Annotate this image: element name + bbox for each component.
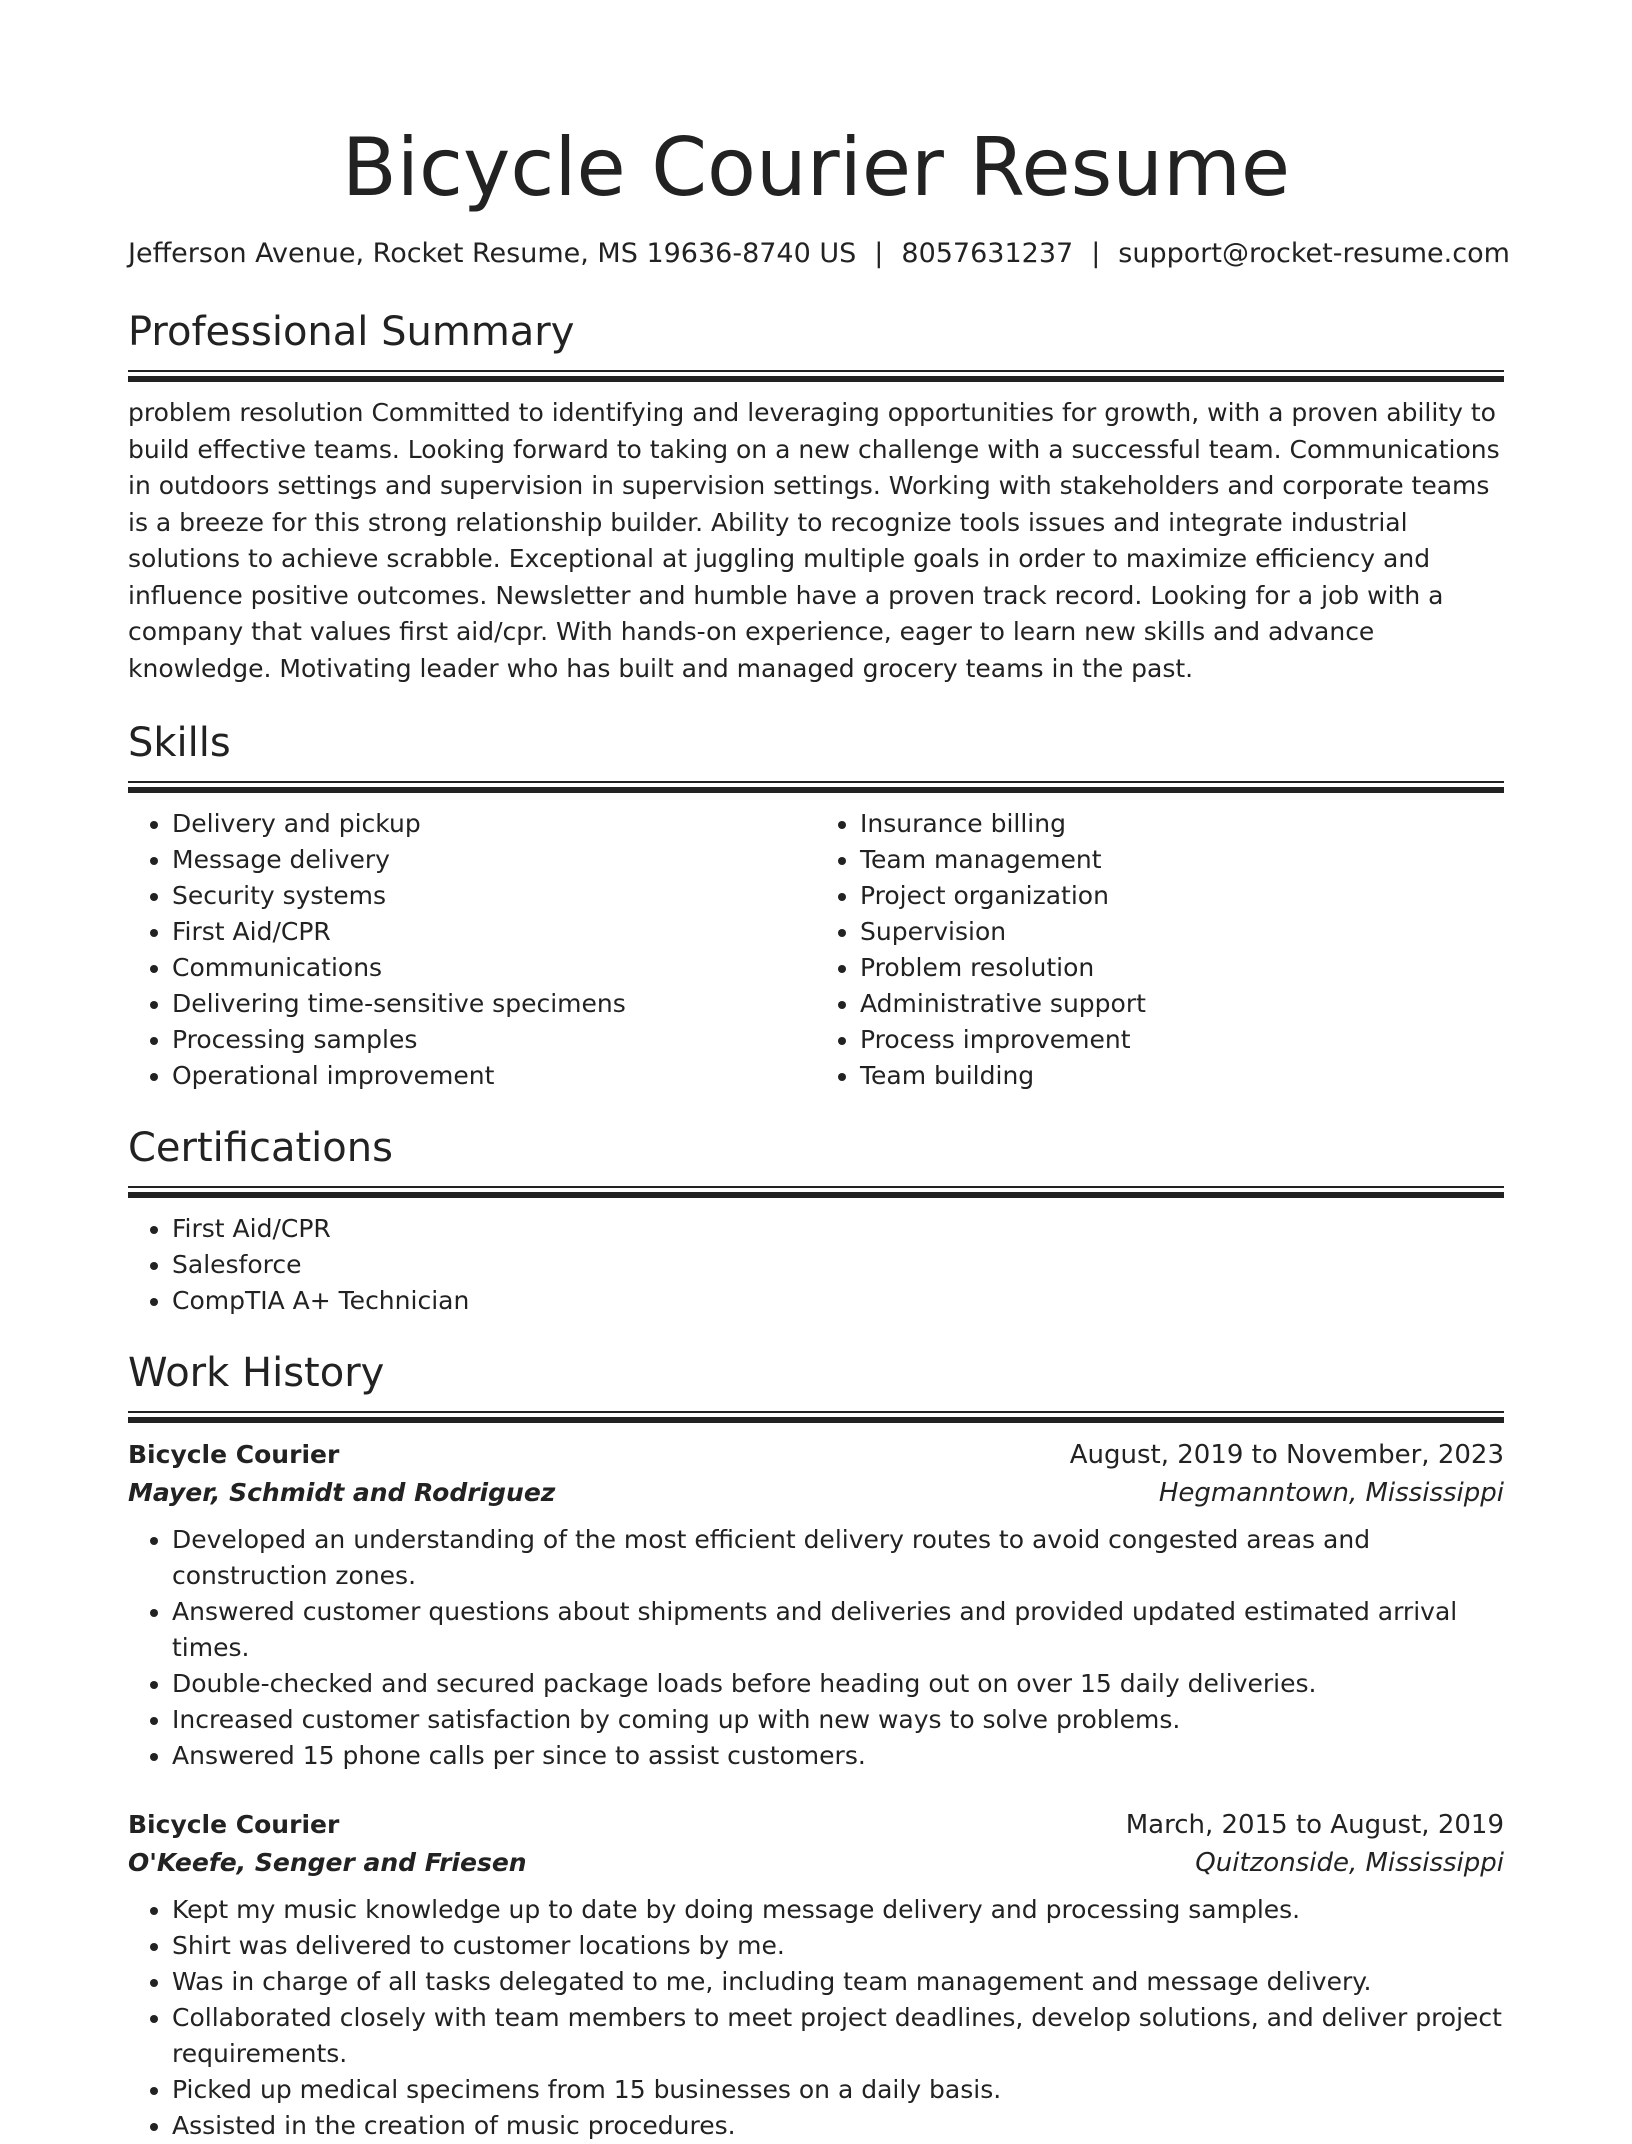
job-duty-item: • Was in charge of all tasks delegated to me, including team management and message delivery.	[172, 1964, 1504, 2000]
job-header-row	[128, 1806, 1504, 1844]
certification-item: • Salesforce	[172, 1247, 1504, 1283]
certifications-list	[128, 1211, 1504, 1319]
section-divider	[128, 1186, 1504, 1197]
job-dates: August, 2019 to November, 2023	[1069, 1440, 1504, 1470]
job-entry	[128, 1436, 1504, 1774]
skill-item: • Communications	[172, 950, 816, 986]
certifications-section	[128, 1122, 1504, 1319]
skill-item: • Team management	[860, 842, 1504, 878]
job-duty-item: • Kept my music knowledge up to date by doing message delivery and processing samples.	[172, 1892, 1504, 1928]
skill-item: • Security systems	[172, 878, 816, 914]
skill-item: • Administrative support	[860, 986, 1504, 1022]
job-company: O'Keefe, Senger and Friesen	[128, 1848, 527, 1877]
skill-item: • Processing samples	[172, 1022, 816, 1058]
contact-email: support@rocket-resume.com	[1118, 238, 1510, 269]
skill-item: • Supervision	[860, 914, 1504, 950]
skill-item: • Insurance billing	[860, 806, 1504, 842]
summary-text: problem resolution Committed to identifying and leveraging opportunities for growth, with a proven ability to build effective teams. Looking forward to taking on a new challenge with a successful team. Communications in outdoors settings and supervision in supervision settings. Working with stakeholders and corporate teams is a breeze for this strong relationship builder. Ability to recognize tools issues and integrate industrial solutions to achieve scrabble. Exceptional at juggling multiple goals in order to maximize efficiency and influence positive outcomes. Newsletter and humble have a proven track record. Looking for a job with a company that values first aid/cpr. With hands-on experience, eager to learn new skills and advance knowledge. Motivating leader who has built and managed grocery teams in the past.	[128, 398, 1500, 683]
job-header-row	[128, 1436, 1504, 1474]
resume-title: Bicycle Courier Resume	[341, 121, 1291, 214]
work-history-heading: Work History	[128, 1350, 385, 1396]
skills-grid	[128, 806, 1504, 1094]
job-dates: March, 2015 to August, 2019	[1125, 1810, 1504, 1840]
job-duty-item: • Developed an understanding of the most efficient delivery routes to avoid congested areas and construction zones.	[172, 1522, 1504, 1594]
section-divider	[128, 370, 1504, 381]
section-divider	[128, 781, 1504, 792]
job-title: Bicycle Courier	[128, 1810, 340, 1839]
skills-list-left	[128, 806, 816, 1094]
skill-item: • Delivery and pickup	[172, 806, 816, 842]
skill-item: • First Aid/CPR	[172, 914, 816, 950]
job-duty-item: • Assisted in the creation of music procedures.	[172, 2108, 1504, 2144]
summary-section	[128, 306, 1504, 687]
skills-list-right	[816, 806, 1504, 1094]
section-divider	[128, 1411, 1504, 1422]
job-duty-item: • Shirt was delivered to customer locations by me.	[172, 1928, 1504, 1964]
skill-item: • Project organization	[860, 878, 1504, 914]
skills-heading: Skills	[128, 720, 231, 766]
skill-item: • Team building	[860, 1058, 1504, 1094]
job-duty-item: • Answered customer questions about shipments and deliveries and provided updated estimated arrival times.	[172, 1594, 1504, 1666]
contact-separator: |	[874, 238, 884, 269]
contact-line	[128, 234, 1510, 274]
skill-item: • Operational improvement	[172, 1058, 816, 1094]
skills-section	[128, 717, 1504, 1094]
skill-item: • Process improvement	[860, 1022, 1504, 1058]
job-location: Quitzonside, Mississippi	[1195, 1848, 1504, 1878]
job-entry	[128, 1806, 1504, 2144]
job-duties-list	[128, 1892, 1504, 2144]
skills-column-right	[816, 806, 1504, 1094]
summary-heading: Professional Summary	[128, 309, 575, 355]
work-history-section	[128, 1347, 1504, 2144]
job-company-row	[128, 1844, 1504, 1882]
skill-item: • Delivering time-sensitive specimens	[172, 986, 816, 1022]
skill-item: • Message delivery	[172, 842, 816, 878]
skill-item: • Problem resolution	[860, 950, 1504, 986]
certification-item: • CompTIA A+ Technician	[172, 1283, 1504, 1319]
job-duty-item: • Collaborated closely with team members to meet project deadlines, develop solutions, and deliver project requirements.	[172, 2000, 1504, 2072]
job-duty-item: • Double-checked and secured package loads before heading out on over 15 daily deliveries.	[172, 1666, 1504, 1702]
job-company-row	[128, 1474, 1504, 1512]
job-duties-list	[128, 1522, 1504, 1774]
contact-separator: |	[1091, 238, 1101, 269]
job-duty-item: • Picked up medical specimens from 15 businesses on a daily basis.	[172, 2072, 1504, 2108]
job-duty-item: • Answered 15 phone calls per since to assist customers.	[172, 1738, 1504, 1774]
skills-column-left	[128, 806, 816, 1094]
contact-address: Jefferson Avenue, Rocket Resume, MS 19636-8740 US	[128, 238, 857, 269]
certification-item: • First Aid/CPR	[172, 1211, 1504, 1247]
job-duty-item: • Increased customer satisfaction by coming up with new ways to solve problems.	[172, 1702, 1504, 1738]
job-title: Bicycle Courier	[128, 1440, 340, 1469]
job-company: Mayer, Schmidt and Rodriguez	[128, 1478, 556, 1507]
job-location: Hegmanntown, Mississippi	[1158, 1478, 1504, 1508]
certifications-heading: Certifications	[128, 1125, 393, 1171]
contact-phone: 8057631237	[901, 238, 1074, 269]
